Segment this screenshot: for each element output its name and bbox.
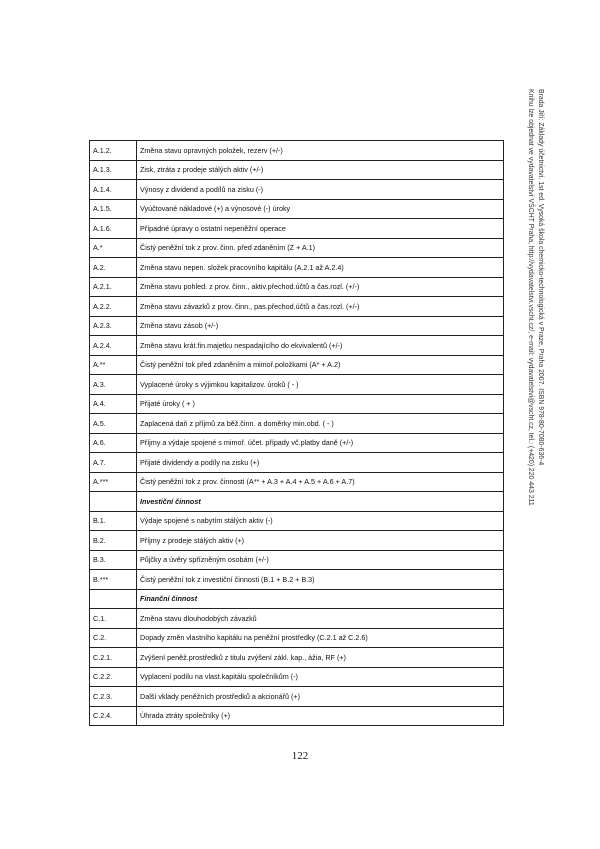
row-description: Zvýšení peněž.prostředků z titulu zvýšení zákl. kap., ážia, RF (+): [137, 648, 504, 668]
row-description: Příjmy z prodeje stálých aktiv (+): [137, 531, 504, 551]
row-code: A.2.2.: [90, 297, 137, 317]
table-row: [90, 316, 504, 336]
table-row: [90, 433, 504, 453]
row-description: Čistý peněžní tok z prov. činnosti (A** + A.3 + A.4 + A.5 + A.6 + A.7): [137, 472, 504, 492]
table-row: [90, 531, 504, 551]
table-row: [90, 609, 504, 629]
section-header-row: [90, 492, 504, 512]
row-description: Změna stavu zásob (+/-): [137, 316, 504, 336]
row-description: Úhrada ztráty společníky (+): [137, 706, 504, 726]
row-code: C.2.1.: [90, 648, 137, 668]
row-code: A.2.: [90, 258, 137, 278]
row-description: Změna stavu opravných položek, rezerv (+/-): [137, 141, 504, 161]
table-row: [90, 394, 504, 414]
row-code: A.1.2.: [90, 141, 137, 161]
row-code: B.1.: [90, 511, 137, 531]
row-description: Vyplacené úroky s výjimkou kapitalizov. úroků ( - ): [137, 375, 504, 395]
table-row: [90, 355, 504, 375]
row-description: Zaplacená daň z příjmů za běž.činn. a doměrky min.obd. ( - ): [137, 414, 504, 434]
citation-line-2: Knihu lze objednat ve vydavatelství VŠCHT Praha, http://vydavatelstvi.vscht.cz/, e-mail: vydavatelstvi@vscht.cz, tel.: (+420) 220 443 211: [527, 89, 534, 506]
table-row: [90, 511, 504, 531]
row-code: A.1.5.: [90, 199, 137, 219]
table-row: [90, 648, 504, 668]
row-code: A.3.: [90, 375, 137, 395]
table-row: [90, 550, 504, 570]
row-description: Vyúčtované nákladové (+) a výnosové (-) úroky: [137, 199, 504, 219]
row-code: B.2.: [90, 531, 137, 551]
table-row: [90, 687, 504, 707]
row-code: A.6.: [90, 433, 137, 453]
row-description: Změna stavu krát.fin.majetku nespadajícího do ekvivalentů (+/-): [137, 336, 504, 356]
row-description: Čistý peněžní tok před zdaněním a mimoř.položkami (A* + A.2): [137, 355, 504, 375]
table-row: [90, 336, 504, 356]
row-description: Půjčky a úvěry spřízněným osobám (+/-): [137, 550, 504, 570]
row-code: C.2.3.: [90, 687, 137, 707]
table-row: [90, 160, 504, 180]
table-row: [90, 277, 504, 297]
row-description: Čistý peněžní tok z prov. činn. před zdaněním (Z + A.1): [137, 238, 504, 258]
table-row: [90, 199, 504, 219]
row-description: Výdaje spojené s nabytím stálých aktiv (-): [137, 511, 504, 531]
row-code: B.***: [90, 570, 137, 590]
table-row: [90, 180, 504, 200]
table-row: [90, 570, 504, 590]
row-code: A.***: [90, 472, 137, 492]
row-description: Přijaté dividendy a podíly na zisku (+): [137, 453, 504, 473]
row-description: Přijaté úroky ( + ): [137, 394, 504, 414]
row-description: Dopady změn vlastního kapitálu na peněžní prostředky (C.2.1 až C.2.6): [137, 628, 504, 648]
table-row: [90, 414, 504, 434]
row-code: C.2.2.: [90, 667, 137, 687]
row-code: B.3.: [90, 550, 137, 570]
citation-line-1: Brada Jiří: Základy účetnictví. 1st ed. Vysoká škola chemicko-technologická v Praze, Praha 2007. ISBN 978-80-7080-636-4: [537, 89, 544, 466]
row-code: A.1.6.: [90, 219, 137, 239]
table-row: [90, 453, 504, 473]
row-description: Změna stavu pohled. z prov. činn., aktiv.přechod.účtů a čas.rozl. (+/-): [137, 277, 504, 297]
row-code: A.2.3.: [90, 316, 137, 336]
row-description: Čistý peněžní tok z investiční činnosti (B.1 + B.2 + B.3): [137, 570, 504, 590]
row-code: C.2.4.: [90, 706, 137, 726]
row-description: Příjmy a výdaje spojené s mimoř. účet. případy vč.platby daně (+/-): [137, 433, 504, 453]
row-description: Další vklady peněžních prostředků a akcionářů (+): [137, 687, 504, 707]
row-description: Případné úpravy o ostatní nepeněžní operace: [137, 219, 504, 239]
table-row: [90, 667, 504, 687]
table-row: [90, 219, 504, 239]
table-row: [90, 258, 504, 278]
section-title: Investiční činnost: [137, 492, 504, 512]
section-title: Finanční činnost: [137, 589, 504, 609]
row-description: Změna stavu nepen. složek pracovního kapitálu (A.2.1 až A.2.4): [137, 258, 504, 278]
row-description: Vyplacení podílu na vlast.kapitálu společníkům (-): [137, 667, 504, 687]
row-description: Změna stavu závazků z prov. činn., pas.přechod.účtů a čas.rozl. (+/-): [137, 297, 504, 317]
row-code: A.1.4.: [90, 180, 137, 200]
table-row: [90, 628, 504, 648]
row-code: A.7.: [90, 453, 137, 473]
page-number: 122: [291, 750, 309, 762]
table-row: [90, 238, 504, 258]
row-code: [90, 589, 137, 609]
citation-text: [525, 89, 545, 506]
row-code: C.2.: [90, 628, 137, 648]
cash-flow-table: [89, 140, 504, 726]
row-code: A.**: [90, 355, 137, 375]
table-row: [90, 141, 504, 161]
row-code: A.*: [90, 238, 137, 258]
row-code: A.1.3.: [90, 160, 137, 180]
row-code: A.2.4.: [90, 336, 137, 356]
row-description: Změna stavu dlouhodobých závazků: [137, 609, 504, 629]
row-description: Zisk, ztráta z prodeje stálých aktiv (+/-): [137, 160, 504, 180]
table-row: [90, 472, 504, 492]
table-row: [90, 375, 504, 395]
row-code: C.1.: [90, 609, 137, 629]
row-code: A.2.1.: [90, 277, 137, 297]
row-code: [90, 492, 137, 512]
row-description: Výnosy z dividend a podílů na zisku (-): [137, 180, 504, 200]
row-code: A.5.: [90, 414, 137, 434]
row-code: A.4.: [90, 394, 137, 414]
table-row: [90, 706, 504, 726]
cash-flow-table-body: [90, 141, 504, 726]
table-row: [90, 297, 504, 317]
section-header-row: [90, 589, 504, 609]
